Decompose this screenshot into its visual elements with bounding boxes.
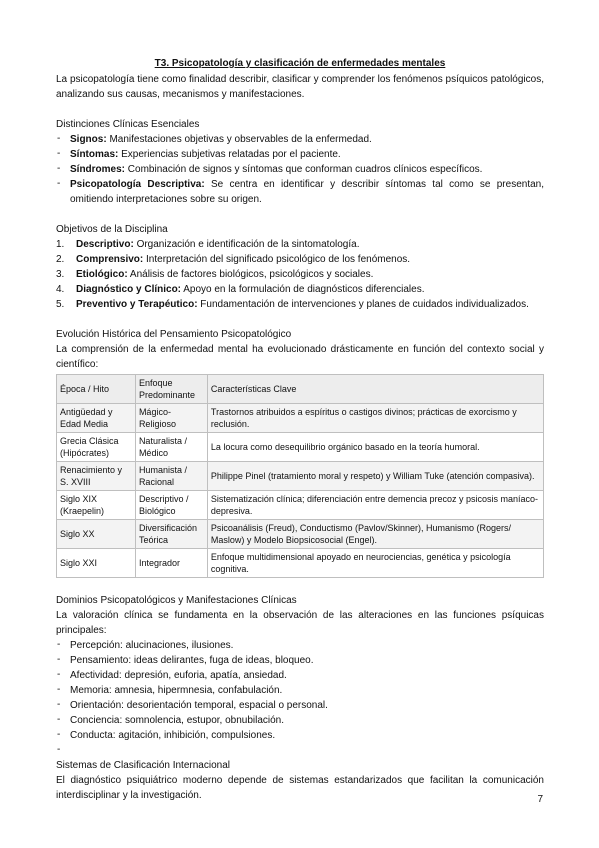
- systems-heading: Sistemas de Clasificación Internacional: [56, 760, 230, 771]
- systems-section: [56, 758, 544, 803]
- domains-heading: Dominios Psicopatológicos y Manifestaciones Clínicas: [56, 595, 297, 606]
- list-item: [56, 297, 544, 312]
- table-cell: Philippe Pinel (tratamiento moral y respeto) y William Tuke (atención compasiva).: [207, 462, 543, 491]
- domains-section: [56, 593, 544, 758]
- table-row: [57, 433, 544, 462]
- definition: Interpretación del significado psicológico de los fenómenos.: [143, 254, 411, 265]
- table-cell: Descriptivo / Biológico: [135, 491, 207, 520]
- column-header: Época / Hito: [57, 375, 136, 404]
- list-item: [56, 267, 544, 282]
- item-number: 5.: [56, 299, 65, 310]
- table-cell: Psicoanálisis (Freud), Conductismo (Pavlov/Skinner), Humanismo (Rogers/ Maslow) y Modelo Biopsicosocial (Engel).: [207, 520, 543, 549]
- definition: Se centra en identificar y describir síntomas tal como se presentan, omitiendo interpretaciones sobre su origen.: [70, 179, 544, 205]
- history-paragraph: La comprensión de la enfermedad mental ha evolucionado drásticamente en función del contexto social y científico:: [56, 344, 544, 370]
- table-row: [57, 404, 544, 433]
- distinctions-heading: Distinciones Clínicas Esenciales: [56, 119, 200, 130]
- table-cell: Trastornos atribuidos a espíritus o castigos divinos; prácticas de exorcismo y reclusión.: [207, 404, 543, 433]
- table-cell: La locura como desequilibrio orgánico basado en la teoría humoral.: [207, 433, 543, 462]
- term: Diagnóstico y Clínico:: [76, 284, 182, 295]
- item-number: 3.: [56, 269, 65, 280]
- list-item: - Percepción: alucinaciones, ilusiones.: [56, 638, 544, 653]
- table-header-row: [57, 375, 544, 404]
- list-item: - Orientación: desorientación temporal, espacial o personal.: [56, 698, 544, 713]
- term: Signos:: [70, 134, 107, 145]
- table-cell: Siglo XX: [57, 520, 136, 549]
- term: Comprensivo:: [76, 254, 144, 265]
- page-number: 7: [537, 794, 543, 805]
- history-heading: Evolución Histórica del Pensamiento Psicopatológico: [56, 329, 292, 340]
- definition: Combinación de signos y síntomas que conforman cuadros clínicos específicos.: [125, 164, 483, 175]
- table-cell: Integrador: [135, 549, 207, 578]
- item-number: 1.: [56, 239, 65, 250]
- table-cell: Humanista / Racional: [135, 462, 207, 491]
- domains-list: [56, 638, 544, 758]
- document-page: [56, 56, 544, 803]
- definition: Manifestaciones objetivas y observables de la enfermedad.: [106, 134, 372, 145]
- item-number: 4.: [56, 284, 65, 295]
- term: Descriptivo:: [76, 239, 134, 250]
- intro-paragraph: La psicopatología tiene como finalidad describir, clasificar y comprender los fenómenos psíquicos patológicos, analizando sus causas, mecanismos y manifestaciones.: [56, 74, 544, 100]
- term: Preventivo y Terapéutico:: [76, 299, 198, 310]
- table-cell: Renacimiento y S. XVIII: [57, 462, 136, 491]
- table-cell: Mágico-Religioso: [135, 404, 207, 433]
- definition: Organización e identificación de la sintomatología.: [133, 239, 360, 250]
- list-item: [56, 252, 544, 267]
- table-cell: Siglo XIX (Kraepelin): [57, 491, 136, 520]
- history-table: [56, 374, 544, 578]
- definition: Fundamentación de intervenciones y planes de cuidados individualizados.: [197, 299, 529, 310]
- table-row: [57, 462, 544, 491]
- systems-paragraph: El diagnóstico psiquiátrico moderno depende de sistemas estandarizados que facilitan la comunicación interdisciplinar y la investigación.: [56, 775, 544, 801]
- table-cell: Enfoque multidimensional apoyado en neurociencias, genética y psicología cognitiva.: [207, 549, 543, 578]
- list-item-empty: [56, 743, 544, 758]
- distinctions-section: [56, 117, 544, 207]
- list-item: [56, 147, 544, 162]
- definition: Apoyo en la formulación de diagnósticos diferenciales.: [181, 284, 425, 295]
- list-item: [56, 282, 544, 297]
- term: Psicopatología Descriptiva:: [70, 179, 205, 190]
- list-item: [56, 132, 544, 147]
- objectives-section: [56, 222, 544, 312]
- list-item: - Pensamiento: ideas delirantes, fuga de ideas, bloqueo.: [56, 653, 544, 668]
- objectives-list: [56, 237, 544, 312]
- item-number: 2.: [56, 254, 65, 265]
- term: Síndromes:: [70, 164, 126, 175]
- page-title: T3. Psicopatología y clasificación de enfermedades mentales: [154, 58, 446, 69]
- domains-paragraph: La valoración clínica se fundamenta en la observación de las alteraciones en las funciones psíquicas principales:: [56, 610, 544, 636]
- table-cell: Grecia Clásica (Hipócrates): [57, 433, 136, 462]
- column-header: Características Clave: [207, 375, 543, 404]
- list-item: - Conducta: agitación, inhibición, compulsiones.: [56, 728, 544, 743]
- table-cell: Naturalista / Médico: [135, 433, 207, 462]
- table-cell: Diversificación Teórica: [135, 520, 207, 549]
- table-cell: Sistematización clínica; diferenciación entre demencia precoz y psicosis maníaco-depresiva.: [207, 491, 543, 520]
- list-item: - Conciencia: somnolencia, estupor, obnubilación.: [56, 713, 544, 728]
- list-item: [56, 237, 544, 252]
- history-section: [56, 327, 544, 578]
- list-item: [56, 177, 544, 207]
- objectives-heading: Objetivos de la Disciplina: [56, 224, 168, 235]
- term: Etiológico:: [76, 269, 128, 280]
- table-row: [57, 491, 544, 520]
- definition: Análisis de factores biológicos, psicológicos y sociales.: [127, 269, 374, 280]
- table-row: [57, 520, 544, 549]
- distinctions-list: [56, 132, 544, 207]
- list-item: - Afectividad: depresión, euforia, apatía, ansiedad.: [56, 668, 544, 683]
- column-header: Enfoque Predominante: [135, 375, 207, 404]
- table-cell: Antigüedad y Edad Media: [57, 404, 136, 433]
- list-item: [56, 162, 544, 177]
- table-cell: Siglo XXI: [57, 549, 136, 578]
- table-row: [57, 549, 544, 578]
- definition: Experiencias subjetivas relatadas por el paciente.: [118, 149, 341, 160]
- list-item: - Memoria: amnesia, hipermnesia, confabulación.: [56, 683, 544, 698]
- term: Síntomas:: [70, 149, 119, 160]
